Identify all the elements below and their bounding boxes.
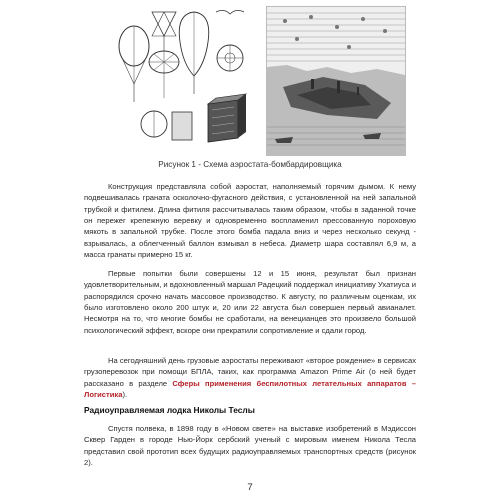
- balloon-bomber-diagram: [112, 6, 252, 154]
- paragraph-construction: [84, 181, 416, 260]
- paragraph-text: Первые попытки были совершены 12 и 15 июня, результат был признан удовлетворительным, и вдохновленный маршал Радецкий поддержал инициативу Ухатиуса и распорядился срочно начать массовое производство. К августу, по различным оценкам, их было изготовлено около 200 штук и, 20 или 22 августа был совершен первый авианалет. Несмотря на то, что многие бомбы не сработали, на венецианцев это произвело большой психологический эффект, вскоре они прекратили сопротивление и сдали город.: [84, 269, 416, 335]
- figure-caption: Рисунок 1 - Схема аэростата-бомбардировщика: [158, 160, 342, 169]
- paragraph-text: Спустя полвека, в 1898 году в «Новом свете» на выставке изобретений в Мэдиссон Сквер Гарден в городе Нью-Йорк сербский ученый с мировым именем Никола Тесла представил свой прототип всех будущих радиоуправляемых транспортных средств (рисунок 2).: [84, 424, 416, 468]
- section-heading: Радиоуправляемая лодка Николы Теслы: [84, 405, 255, 415]
- paragraph-text: [84, 355, 416, 400]
- paragraph-text-end: ).: [122, 390, 128, 400]
- paragraph-first-attempts: [84, 268, 416, 336]
- venice-bombardment-engraving: [266, 6, 406, 156]
- section-link[interactable]: Сферы применения беспилотных летательных аппаратов – Логистика: [84, 378, 416, 400]
- page-number: 7: [247, 482, 253, 493]
- paragraph-text: Конструкция представляла собой аэростат, наполняемый горячим дымом. К нему подвешивалась граната осколочно-фугасного действия, с установленной на ней запальной трубкой и фитилем. Длина фитиля рассчитывалась таким образом, чтобы в заданной точке он пережег крепежную веревку и одновременно воспламенил прессованную пороховую мякоть в запальной трубке. После этого бомба падала вниз и через несколько секунд - взрывалась, а облегченный баллон взмывал в небеса. Диаметр шара составлял 6,9 м, а масса гранаты примерно 15 кг.: [84, 182, 416, 260]
- paragraph-modern-use: [84, 355, 416, 400]
- paragraph-text-start: На сегодняшний день грузовые аэростаты переживают «второе рождение» в сервисах грузоперевозок при помощи БПЛА, таких, как программа Amazon Prime Air (о ней будет рассказано в разделе: [84, 356, 416, 388]
- paragraph-tesla: [84, 423, 416, 468]
